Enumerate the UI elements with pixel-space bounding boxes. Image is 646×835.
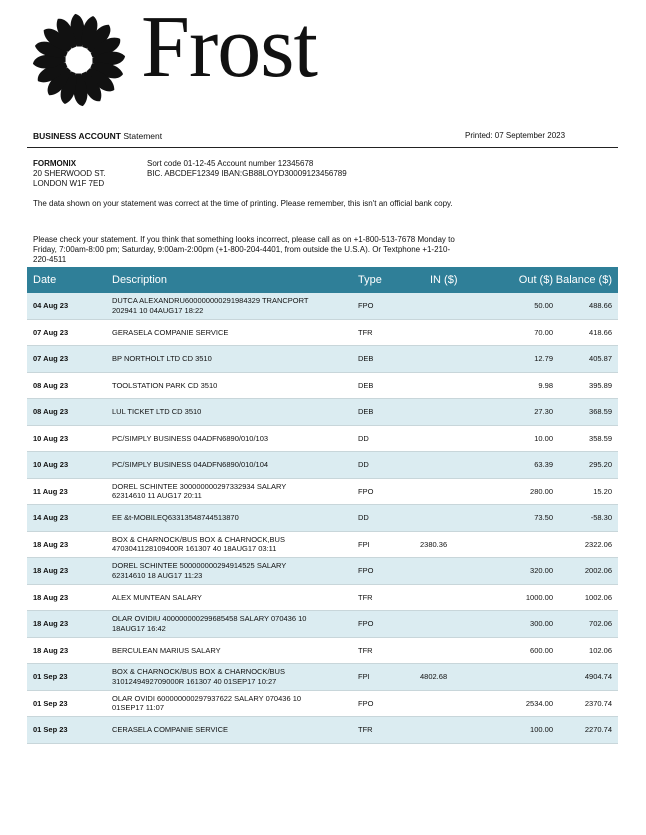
txn-in [418,558,498,585]
txn-description: EE &t-MOBILEQ633135487445138​70 [112,505,358,532]
txn-in [418,584,498,611]
txn-out: 100.00 [498,717,553,744]
txn-type: FPI [358,664,418,691]
txn-type: DEB [358,372,418,399]
txn-date: 18 Aug 23 [27,637,112,664]
txn-out: 12.79 [498,346,553,373]
txn-type: FPO [358,293,418,319]
table-row [27,690,618,717]
table-row [27,372,618,399]
txn-balance: 368.59 [553,399,618,426]
txn-date: 18 Aug 23 [27,584,112,611]
txn-description: BP NORTHOLT LTD CD 3510 [112,346,358,373]
address-line: LONDON W1F 7ED [33,179,105,188]
contact-notice: Please check your statement. If you think that something looks incorrect, please call as on +1-800-513-7678 Monday to Friday, 7:00am-8:00 pm; Saturday, 9:00am-2:00pm (+1-800-204-4401, from outside the U.S.A). Or Textphone +1-210-220-4511 [33,235,455,264]
txn-in [418,717,498,744]
txn-out: 63.39 [498,452,553,479]
txn-type: DD [358,452,418,479]
txn-type: FPO [358,478,418,505]
txn-out: 10.00 [498,425,553,452]
txn-date: 07 Aug 23 [27,346,112,373]
txn-out [498,664,553,691]
txn-balance: 15.20 [553,478,618,505]
txn-out: 27.30 [498,399,553,426]
txn-type: TFR [358,637,418,664]
col-in: IN ($) [418,267,498,293]
txn-balance: 2270.74 [553,717,618,744]
txn-description: PC/SIMPLY BUSINESS 04ADFN6890/010/104 [112,452,358,479]
table-row [27,452,618,479]
txn-description: OLAR OVIDIU 400000000299685458 SALARY 070436 10 18AUG17 16:42 [112,611,358,638]
txn-in [418,637,498,664]
col-description: Description [112,267,358,293]
txn-description: CERASELA COMPANIE SERVICE [112,717,358,744]
printing-notice: The data shown on your statement was correct at the time of printing. Please remember, this isn't an official bank copy. [33,199,453,208]
table-row [27,399,618,426]
bic-iban: BIC. ABCDEF12349 IBAN:GB88LOYD30009123456789 [147,169,347,178]
txn-balance: 488.66 [553,293,618,319]
txn-date: 08 Aug 23 [27,399,112,426]
brand-logo: Frost [141,0,317,96]
txn-description: DOREL SCHINTEE 500000000294914525 SALARY 62314610 18 AUG17 11:23 [112,558,358,585]
txn-balance: 2370.74 [553,690,618,717]
txn-in [418,319,498,346]
txn-type: DEB [358,346,418,373]
txn-out: 600.00 [498,637,553,664]
txn-date: 08 Aug 23 [27,372,112,399]
txn-in [418,690,498,717]
txn-date: 18 Aug 23 [27,531,112,558]
table-row [27,293,618,319]
txn-date: 14 Aug 23 [27,505,112,532]
txn-out: 300.00 [498,611,553,638]
txn-out: 280.00 [498,478,553,505]
txn-date: 01 Sep 23 [27,664,112,691]
txn-out: 2534.00 [498,690,553,717]
txn-out: 73.50 [498,505,553,532]
txn-balance: 405.87 [553,346,618,373]
txn-in [418,293,498,319]
txn-type: FPI [358,531,418,558]
txn-description: BOX & CHARNOCK/BUS BOX & CHARNOCK,BUS 4703041128109400R 161307 40 18AUG17 03:11 [112,531,358,558]
account-details [147,159,347,179]
txn-date: 10 Aug 23 [27,452,112,479]
table-row [27,505,618,532]
txn-description: LUL TICKET LTD CD 3510 [112,399,358,426]
txn-description: GERASELA COMPANIE SERVICE [112,319,358,346]
table-header [27,267,618,293]
txn-type: DEB [358,399,418,426]
txn-description: ALEX MUNTEAN SALARY [112,584,358,611]
customer-name: FORMONIX [33,159,77,168]
txn-date: 18 Aug 23 [27,611,112,638]
table-row [27,531,618,558]
sort-code-account: Sort code 01-12-45 Account number 12345678 [147,159,314,168]
txn-balance: 418.66 [553,319,618,346]
txn-description: BERCULEAN MARIUS SALARY [112,637,358,664]
txn-date: 11 Aug 23 [27,478,112,505]
txn-in [418,372,498,399]
txn-description: DUTCA ALEXANDRU600000000291984329 TRANCPORT 202941 10 04AUG17 18:22 [112,293,358,319]
col-out: Out ($) [498,267,553,293]
txn-description: TOOLSTATION PARK CD 3510 [112,372,358,399]
txn-in [418,452,498,479]
table-row [27,346,618,373]
table-row [27,558,618,585]
txn-balance: 102.06 [553,637,618,664]
txn-in [418,611,498,638]
txn-out [498,531,553,558]
txn-type: DD [358,425,418,452]
col-type: Type [358,267,418,293]
txn-date: 07 Aug 23 [27,319,112,346]
txn-type: FPO [358,690,418,717]
txn-out: 70.00 [498,319,553,346]
col-date: Date [27,267,112,293]
txn-type: TFR [358,319,418,346]
txn-date: 04 Aug 23 [27,293,112,319]
starburst-icon [28,12,130,108]
txn-in: 2380.36 [418,531,498,558]
txn-balance: 358.59 [553,425,618,452]
txn-description: PC/SIMPLY BUSINESS 04ADFN6890/010/103 [112,425,358,452]
txn-balance: 4904.74 [553,664,618,691]
table-row [27,664,618,691]
table-row [27,584,618,611]
txn-description: DOREL SCHINTEE 300000000297332934 SALARY 62314610 11 AUG17 20:11 [112,478,358,505]
transactions-table [27,267,618,744]
col-balance: Balance ($) [553,267,618,293]
txn-out: 1000.00 [498,584,553,611]
table-row [27,637,618,664]
printed-date: Printed: 07 September 2023 [465,131,566,140]
txn-balance: 1002.06 [553,584,618,611]
txn-in: 4802.68 [418,664,498,691]
table-row [27,717,618,744]
txn-description: BOX & CHARNOCK/BUS BOX & CHARNOCK/BUS 3101249492709000R 161307 40 01SEP17 10:27 [112,664,358,691]
statement-title: BUSINESS ACCOUNT Statement [33,131,163,141]
customer-address [33,159,106,189]
txn-type: DD [358,505,418,532]
txn-in [418,505,498,532]
txn-in [418,425,498,452]
txn-balance: 2002.06 [553,558,618,585]
txn-date: 10 Aug 23 [27,425,112,452]
txn-balance: 702.06 [553,611,618,638]
table-row [27,425,618,452]
table-row [27,319,618,346]
txn-balance: 395.89 [553,372,618,399]
address-line: 20 SHERWOOD ST. [33,169,106,178]
txn-balance: 2322.06 [553,531,618,558]
txn-balance: 295.20 [553,452,618,479]
txn-date: 01 Sep 23 [27,717,112,744]
txn-out: 50.00 [498,293,553,319]
txn-out: 9.98 [498,372,553,399]
txn-type: TFR [358,584,418,611]
txn-description: OLAR OVIDI 600000000297937622 SALARY 070436 10 01SEP17 11:07 [112,690,358,717]
txn-in [418,399,498,426]
txn-date: 18 Aug 23 [27,558,112,585]
divider [27,147,618,148]
txn-in [418,346,498,373]
table-row [27,478,618,505]
txn-type: FPO [358,558,418,585]
txn-out: 320.00 [498,558,553,585]
table-row [27,611,618,638]
txn-in [418,478,498,505]
txn-balance: -58.30 [553,505,618,532]
txn-type: FPO [358,611,418,638]
txn-date: 01 Sep 23 [27,690,112,717]
txn-type: TFR [358,717,418,744]
